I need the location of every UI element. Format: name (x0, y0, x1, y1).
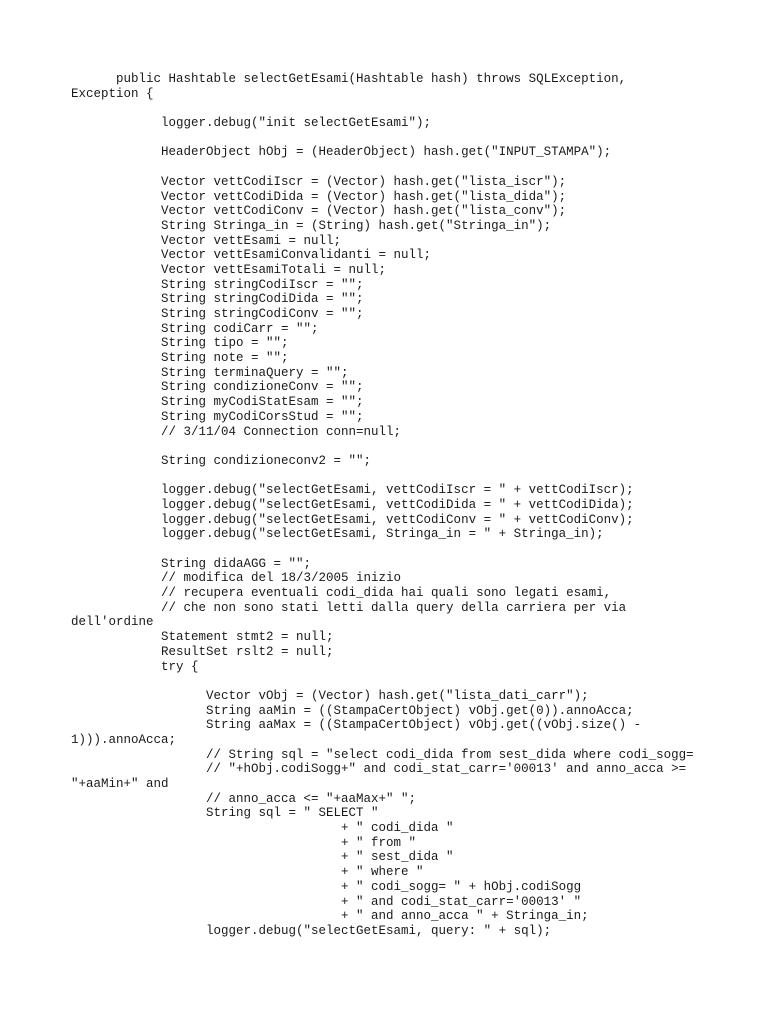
code-line: String myCodiCorsStud = ""; (71, 409, 364, 424)
code-line: logger.debug("selectGetEsami, vettCodiDida = " + vettCodiDida); (71, 497, 634, 512)
code-line: + " sest_dida " (71, 850, 454, 865)
code-line: public Hashtable selectGetEsami(Hashtable hash) throws SQLException, (71, 72, 627, 86)
code-line: Vector vettEsamiConvalidanti = null; (71, 248, 432, 263)
code-line: Vector vettCodiIscr = (Vector) hash.get("lista_iscr"); (71, 174, 567, 189)
code-line: Vector vObj = (Vector) hash.get("lista_dati_carr"); (71, 688, 589, 703)
code-line: "+aaMin+" and (71, 777, 169, 791)
code-line (71, 674, 731, 689)
code-line: String aaMin = ((StampaCertObject) vObj.get(0)).annoAcca; (71, 703, 634, 718)
code-line: Vector vettEsamiTotali = null; (71, 262, 387, 277)
code-line: // modifica del 18/3/2005 inizio (71, 571, 402, 586)
code-line: 1))).annoAcca; (71, 732, 177, 747)
code-line: // anno_acca <= "+aaMax+" "; (71, 791, 417, 806)
code-line: String myCodiStatEsam = ""; (71, 395, 364, 410)
code-listing (71, 72, 731, 939)
code-line (71, 469, 731, 484)
code-line: // String sql = "select codi_dida from sest_dida where codi_sogg= (71, 747, 694, 762)
code-line: String tipo = ""; (71, 336, 289, 351)
code-line: HeaderObject hObj = (HeaderObject) hash.get("INPUT_STAMPA"); (71, 145, 612, 160)
code-line (71, 439, 731, 454)
code-line: String condizioneconv2 = ""; (71, 453, 372, 468)
code-line: String codiCarr = ""; (71, 321, 319, 336)
code-line (71, 131, 731, 146)
code-line: // "+hObj.codiSogg+" and codi_stat_carr='00013' and anno_acca >= (71, 762, 687, 777)
code-line: logger.debug("selectGetEsami, Stringa_in = " + Stringa_in); (71, 527, 604, 542)
code-line: + " and codi_stat_carr='00013' " (71, 894, 582, 909)
code-line (71, 542, 731, 557)
code-line: String didaAGG = ""; (71, 556, 312, 571)
code-line (71, 101, 731, 116)
code-line: String terminaQuery = ""; (71, 365, 349, 380)
code-line: logger.debug("selectGetEsami, vettCodiConv = " + vettCodiConv); (71, 512, 634, 527)
code-line: String condizioneConv = ""; (71, 380, 364, 395)
code-line: + " where " (71, 865, 424, 880)
code-line: Statement stmt2 = null; (71, 630, 334, 645)
code-line: String stringCodiDida = ""; (71, 292, 364, 307)
code-line: logger.debug("selectGetEsami, vettCodiIscr = " + vettCodiIscr); (71, 483, 634, 498)
code-line: + " and anno_acca " + Stringa_in; (71, 909, 589, 924)
code-line: String sql = " SELECT " (71, 806, 379, 821)
code-line: + " codi_dida " (71, 821, 454, 836)
code-line: logger.debug("selectGetEsami, query: " + sql); (71, 923, 552, 938)
code-line: String aaMax = ((StampaCertObject) vObj.get((vObj.size() - (71, 718, 642, 733)
code-line: Vector vettEsami = null; (71, 233, 342, 248)
code-line: + " from " (71, 835, 417, 850)
code-line: String note = ""; (71, 351, 289, 366)
code-line: Vector vettCodiConv = (Vector) hash.get("lista_conv"); (71, 204, 567, 219)
code-line: ResultSet rslt2 = null; (71, 644, 334, 659)
code-line: + " codi_sogg= " + hObj.codiSogg (71, 879, 582, 894)
code-line: Exception { (71, 86, 154, 101)
code-line (71, 160, 731, 175)
code-line: // che non sono stati letti dalla query della carriera per via (71, 600, 627, 615)
code-line: // recupera eventuali codi_dida hai quali sono legati esami, (71, 586, 612, 601)
code-line: Vector vettCodiDida = (Vector) hash.get("lista_dida"); (71, 189, 567, 204)
code-line: String stringCodiConv = ""; (71, 307, 364, 321)
code-line: String stringCodiIscr = ""; (71, 277, 364, 292)
code-line: // 3/11/04 Connection conn=null; (71, 424, 402, 439)
code-line: dell'ordine (71, 615, 154, 630)
code-line: try { (71, 659, 199, 674)
code-line: String Stringa_in = (String) hash.get("Stringa_in"); (71, 218, 552, 233)
code-line: logger.debug("init selectGetEsami"); (71, 116, 432, 131)
